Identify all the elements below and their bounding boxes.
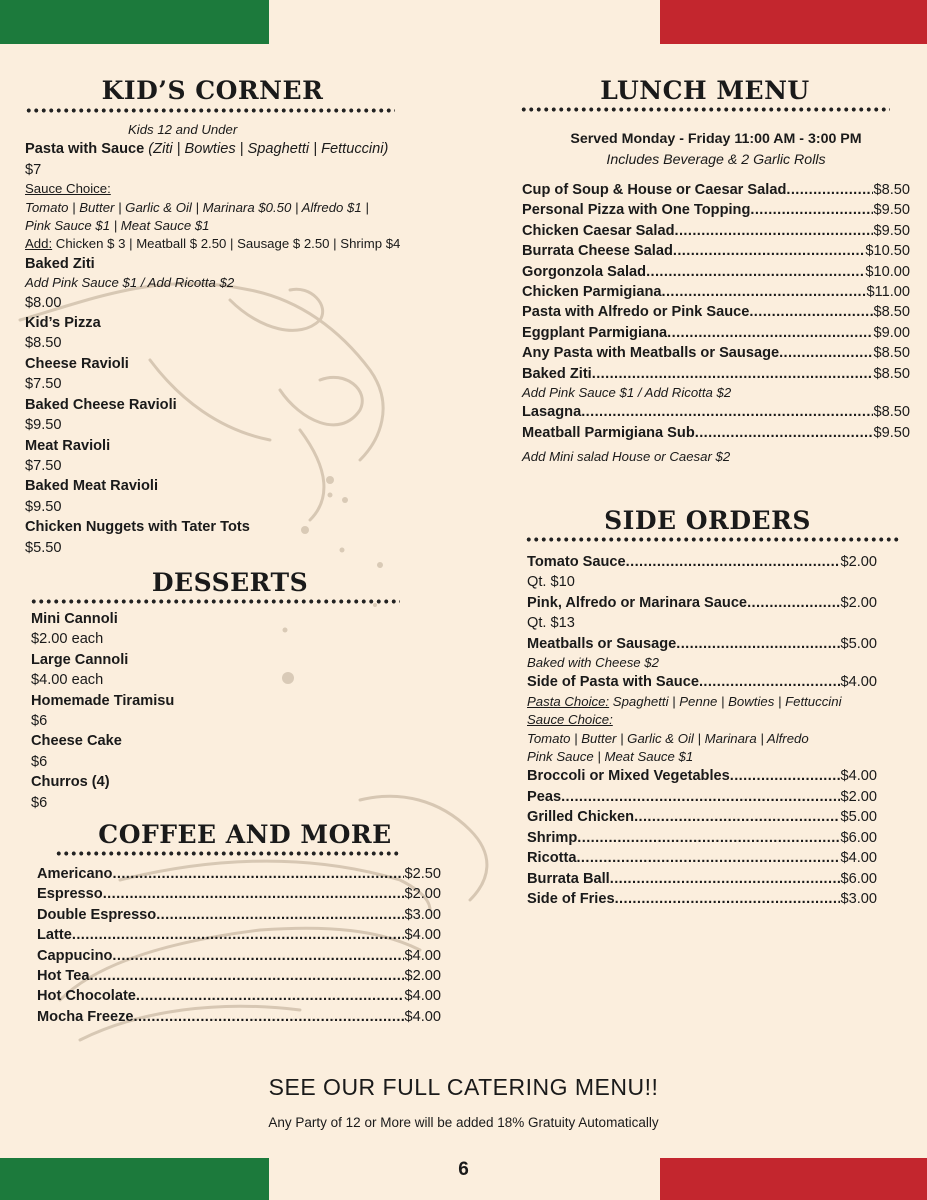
- menu-row: [527, 593, 877, 613]
- item-name: Pink, Alfredo or Marinara Sauce: [527, 594, 748, 611]
- item-price: $3.00: [404, 906, 441, 923]
- menu-row: [522, 241, 910, 261]
- top-right-flag-bar: [660, 0, 927, 44]
- item-name: Burrata Cheese Salad: [522, 243, 673, 260]
- side-orders-title: SIDE ORDERS: [604, 506, 811, 535]
- dot-leader: [89, 966, 404, 986]
- menu-row: [522, 423, 910, 443]
- menu-row: [37, 1007, 441, 1027]
- pasta-options: (Ziti | Bowties | Spaghetti | Fettuccini): [148, 141, 389, 158]
- item-note: Add Pink Sauce $1 / Add Ricotta $2: [25, 275, 235, 291]
- item-price: $2.00: [404, 886, 441, 903]
- lunch-menu-title: LUNCH MENU: [600, 76, 810, 105]
- dot-leader: [675, 221, 874, 241]
- item-price: $3.00: [840, 890, 877, 907]
- item-name: Mini Cannoli: [31, 611, 118, 627]
- dot-leader: [750, 200, 873, 220]
- item-name: Side of Fries: [527, 890, 615, 907]
- item-price: $6: [31, 713, 48, 730]
- item-name: Homemade Tiramisu: [31, 692, 175, 709]
- item-name: Baked Ziti: [522, 365, 592, 382]
- item-price: $6: [31, 794, 48, 811]
- item-name: Latte: [37, 927, 72, 944]
- side-orders-section: [527, 552, 877, 909]
- pasta-choice-line: [527, 693, 877, 711]
- add-ons-text: Chicken $ 3 | Meatball $ 2.50 | Sausage $ 2.50 | Shrimp $4: [52, 236, 401, 252]
- menu-row: [37, 884, 441, 904]
- menu-row: [527, 766, 877, 786]
- item-price: $2.50: [404, 866, 441, 882]
- item-name: Mocha Freeze: [37, 1008, 134, 1025]
- item-price: $4.00: [404, 1008, 441, 1025]
- menu-row: [522, 343, 910, 363]
- dot-leader: [662, 282, 867, 302]
- item-price: $2.00: [404, 968, 441, 985]
- kids-corner-title: KID’S CORNER: [101, 76, 324, 105]
- item-price: $8.50: [25, 335, 62, 352]
- item-name: Grilled Chicken: [527, 809, 635, 826]
- item-name: Meat Ravioli: [25, 437, 111, 454]
- item-name: Any Pasta with Meatballs or Sausage: [522, 345, 780, 362]
- item-price: $9.50: [873, 222, 910, 239]
- item-name: Chicken Nuggets with Tater Tots: [25, 519, 250, 536]
- item-name: Burrata Ball: [527, 870, 610, 887]
- item-name: Broccoli or Mixed Vegetables: [527, 768, 730, 785]
- dot-leader: [576, 848, 840, 868]
- dot-leader: [695, 423, 874, 443]
- menu-row: [37, 925, 441, 945]
- item-name: Large Cannoli: [31, 651, 129, 668]
- item-price: $5.00: [840, 809, 877, 826]
- menu-row: [522, 200, 910, 220]
- menu-row: [522, 302, 910, 322]
- dot-leader: [581, 402, 873, 422]
- item-name: Meatball Parmigiana Sub: [522, 424, 695, 441]
- item-price: $2.00: [840, 554, 877, 570]
- dot-leader: [72, 925, 405, 945]
- pasta-choice-text: Spaghetti | Penne | Bowties | Fettuccini: [609, 693, 842, 709]
- item-name: Espresso: [37, 886, 103, 903]
- dot-leader: [577, 828, 840, 848]
- item-price: $9.00: [873, 324, 910, 341]
- sauce-choice-label: Sauce Choice:: [527, 712, 613, 728]
- item-price: $7.50: [25, 457, 62, 474]
- item-name: Gorgonzola Salad: [522, 263, 647, 280]
- coffee-section: [37, 864, 441, 1027]
- item-name: Hot Tea: [37, 968, 90, 985]
- menu-item: [25, 139, 455, 159]
- item-name: Americano: [37, 866, 113, 882]
- item-name: Shrimp: [527, 829, 578, 846]
- menu-row: [522, 323, 910, 343]
- item-price: $6.00: [840, 870, 877, 887]
- item-name: Tomato Sauce: [527, 554, 626, 570]
- gratuity-note: Any Party of 12 or More will be added 18% Gratuity Automatically: [268, 1115, 659, 1130]
- item-name: Cheese Ravioli: [25, 355, 129, 372]
- top-left-flag-bar: [0, 0, 269, 44]
- desserts-section: [31, 609, 331, 813]
- menu-row: [37, 986, 441, 1006]
- item-price: $4.00: [404, 947, 441, 964]
- item-price: $6: [31, 753, 48, 770]
- menu-row: [527, 889, 877, 909]
- dot-leader: [134, 1007, 405, 1027]
- item-price: $8.50: [873, 304, 910, 321]
- item-price: $4.00: [840, 850, 877, 867]
- menu-row: [522, 221, 910, 241]
- item-name: Side of Pasta with Sauce: [527, 674, 699, 691]
- dot-leader: [561, 787, 840, 807]
- menu-row: [522, 262, 910, 282]
- item-price: $4.00: [404, 988, 441, 1005]
- menu-row: [522, 282, 910, 302]
- item-price: $8.00: [25, 294, 62, 311]
- sauce-options-line: Tomato | Butter | Garlic & Oil | Marinara | Alfredo: [527, 730, 809, 746]
- item-name: Kid’s Pizza: [25, 315, 101, 332]
- item-name: Lasagna: [522, 404, 582, 421]
- menu-row: [522, 364, 910, 384]
- item-price: $11.00: [866, 284, 910, 301]
- item-name: Chicken Parmigiana: [522, 284, 662, 301]
- menu-row: [37, 946, 441, 966]
- item-price: $9.50: [873, 202, 910, 219]
- menu-row: [37, 864, 441, 884]
- menu-row: [527, 869, 877, 889]
- dot-leader: [103, 884, 405, 904]
- kids-corner-divider: [25, 108, 395, 113]
- lunch-menu-section: [522, 180, 910, 467]
- item-note: Add Pink Sauce $1 / Add Ricotta $2: [522, 385, 732, 401]
- pasta-choice-label: Pasta Choice:: [527, 693, 610, 709]
- dot-leader: [676, 634, 840, 654]
- side-orders-divider: [525, 537, 900, 542]
- add-ons-line: [25, 235, 455, 253]
- dot-leader: [592, 364, 874, 384]
- menu-row: [527, 787, 877, 807]
- sauce-choice-label: Sauce Choice:: [25, 181, 111, 197]
- coffee-title: COFFEE AND MORE: [98, 820, 392, 849]
- item-name: Ricotta: [527, 850, 577, 867]
- item-price: $8.50: [873, 404, 910, 421]
- item-price: $7: [25, 161, 42, 178]
- item-price: $7.50: [25, 376, 62, 393]
- dot-leader: [112, 946, 404, 966]
- dot-leader: [699, 672, 841, 692]
- dot-leader: [779, 343, 873, 363]
- catering-banner: SEE OUR FULL CATERING MENU!!: [268, 1074, 659, 1100]
- dot-leader: [747, 593, 840, 613]
- page-number: 6: [458, 1159, 469, 1180]
- lunch-menu-divider: [520, 107, 890, 112]
- desserts-divider: [30, 599, 400, 604]
- lunch-addon-note: Add Mini salad House or Caesar $2: [522, 449, 731, 465]
- dot-leader: [112, 864, 404, 884]
- quart-price: Qt. $13: [527, 615, 575, 632]
- lunch-hours: Served Monday - Friday 11:00 AM - 3:00 PM: [570, 131, 862, 147]
- item-name: Pasta with Sauce: [25, 141, 145, 158]
- dot-leader: [730, 766, 841, 786]
- dot-leader: [626, 552, 841, 572]
- coffee-divider: [55, 851, 400, 856]
- menu-row: [527, 848, 877, 868]
- item-name: Cheese Cake: [31, 733, 122, 750]
- menu-row: [522, 180, 910, 200]
- item-price: $2.00: [840, 788, 877, 805]
- item-price: $5.00: [840, 635, 877, 652]
- menu-row: [37, 966, 441, 986]
- item-price: $6.00: [840, 829, 877, 846]
- item-price: $8.50: [873, 345, 910, 362]
- dot-leader: [136, 986, 405, 1006]
- kids-age-note: Kids 12 and Under: [128, 122, 238, 137]
- item-name: Meatballs or Sausage: [527, 635, 677, 652]
- item-name: Eggplant Parmigiana: [522, 324, 668, 341]
- item-price: $5.50: [25, 539, 62, 556]
- item-name: Double Espresso: [37, 906, 157, 923]
- dot-leader: [156, 905, 404, 925]
- menu-row: [37, 905, 441, 925]
- item-name: Churros (4): [31, 774, 110, 791]
- menu-row: [527, 552, 877, 572]
- item-name: Baked Ziti: [25, 255, 95, 272]
- item-price: $10.00: [865, 263, 910, 280]
- item-name: Chicken Caesar Salad: [522, 222, 675, 239]
- item-note: Baked with Cheese $2: [527, 655, 659, 671]
- menu-row: [522, 402, 910, 422]
- item-name: Baked Cheese Ravioli: [25, 396, 177, 413]
- item-name: Baked Meat Ravioli: [25, 478, 159, 495]
- item-price: $9.50: [25, 417, 62, 434]
- dot-leader: [749, 302, 873, 322]
- dot-leader: [634, 807, 840, 827]
- item-name: Cup of Soup & House or Caesar Salad: [522, 182, 787, 198]
- item-price: $4.00: [840, 674, 877, 691]
- add-label: Add:: [25, 236, 53, 252]
- menu-row: [527, 828, 877, 848]
- kids-corner-section: [25, 121, 455, 558]
- dot-leader: [615, 889, 841, 909]
- item-price: $9.50: [873, 424, 910, 441]
- quart-price: Qt. $10: [527, 574, 575, 591]
- sauce-options-line: Pink Sauce | Meat Sauce $1: [527, 749, 694, 765]
- desserts-title: DESSERTS: [151, 568, 309, 597]
- dot-leader: [646, 262, 865, 282]
- dot-leader: [673, 241, 865, 261]
- item-name: Hot Chocolate: [37, 988, 136, 1005]
- item-price: $9.50: [25, 498, 62, 515]
- item-price: $4.00: [404, 927, 441, 944]
- menu-row: [527, 807, 877, 827]
- item-name: Peas: [527, 788, 562, 805]
- lunch-includes: Includes Beverage & 2 Garlic Rolls: [606, 152, 826, 168]
- sauce-options-line: Pink Sauce $1 | Meat Sauce $1: [25, 218, 210, 234]
- sauce-options-line: Tomato | Butter | Garlic & Oil | Marinara $0.50 | Alfredo $1 |: [25, 199, 369, 215]
- item-name: Pasta with Alfredo or Pink Sauce: [522, 304, 750, 321]
- dot-leader: [786, 180, 873, 200]
- item-price: $2.00: [840, 594, 877, 611]
- item-price: $10.50: [865, 243, 910, 260]
- item-price: $8.50: [873, 182, 910, 198]
- menu-row: [527, 634, 877, 654]
- item-price: $8.50: [873, 365, 910, 382]
- item-name: Cappucino: [37, 947, 113, 964]
- menu-row: [527, 672, 877, 692]
- item-price: $4.00 each: [31, 672, 104, 689]
- item-name: Personal Pizza with One Topping: [522, 202, 751, 219]
- dot-leader: [610, 869, 841, 889]
- dot-leader: [667, 323, 873, 343]
- item-price: $2.00 each: [31, 631, 104, 648]
- item-price: $4.00: [840, 768, 877, 785]
